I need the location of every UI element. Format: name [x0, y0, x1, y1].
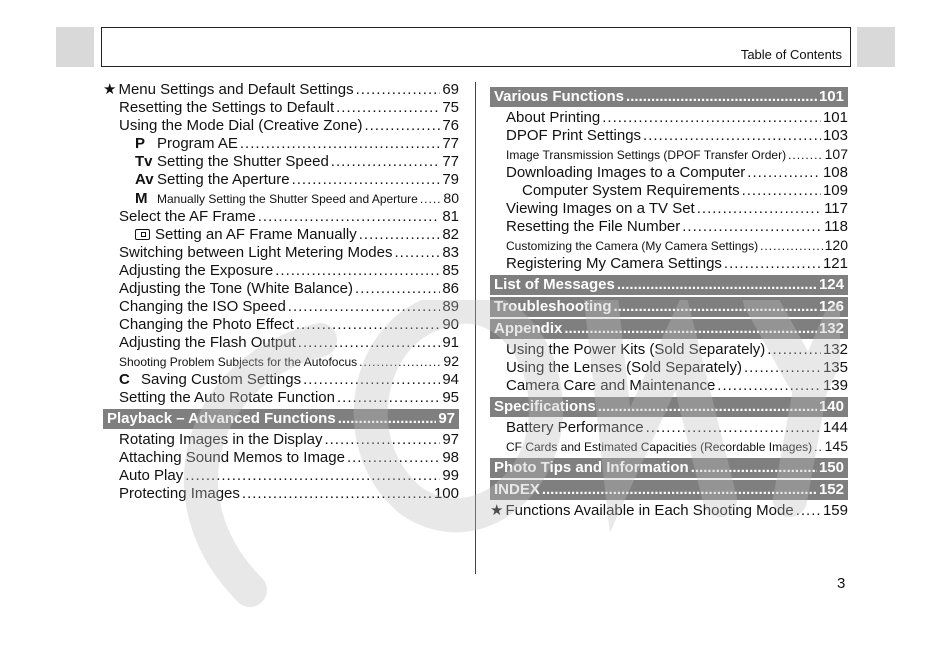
entry-title [506, 146, 786, 164]
entry-page-number: 90 [442, 316, 459, 333]
toc-section-heading[interactable] [490, 458, 848, 478]
leader-dots [767, 341, 821, 359]
entry-page-number: 120 [824, 237, 848, 253]
leader-dots [747, 164, 821, 182]
leader-dots [275, 262, 440, 280]
entry-page-number: 94 [442, 371, 459, 388]
entry-title [119, 485, 240, 503]
header-title: Table of Contents [740, 47, 842, 62]
leader-dots [742, 182, 821, 200]
leader-dots [602, 109, 821, 127]
page-header [101, 27, 851, 67]
leader-dots [643, 127, 821, 145]
entry-page-number: 99 [442, 467, 459, 484]
entry-title-text: Battery Performance [506, 419, 644, 436]
entry-title [119, 262, 273, 280]
toc-entry[interactable] [490, 377, 848, 395]
entry-page-number: 103 [822, 127, 848, 144]
toc-entry[interactable] [103, 316, 459, 334]
toc-entry[interactable] [103, 352, 459, 371]
toc-entry[interactable] [490, 437, 848, 456]
entry-title-text: Auto Play [119, 467, 184, 484]
section-title: Various Functions [494, 88, 625, 105]
toc-section-heading[interactable] [490, 297, 848, 317]
entry-title [506, 419, 644, 437]
entry-title-text: Setting the Auto Rotate Function [119, 389, 335, 406]
entry-title [119, 334, 296, 352]
toc-entry[interactable] [103, 467, 459, 485]
entry-title-text: Functions Available in Each Shooting Mode [505, 502, 794, 519]
entry-title [506, 218, 680, 236]
leader-dots [359, 226, 441, 244]
leader-dots [296, 316, 440, 334]
entry-title-text: Camera Care and Maintenance [506, 377, 716, 394]
entry-title [119, 316, 294, 334]
toc-entry[interactable] [103, 389, 459, 407]
leader-dots [814, 438, 823, 456]
leader-dots [324, 431, 440, 449]
leader-dots [292, 171, 441, 189]
entry-title [119, 467, 183, 485]
section-title: Troubleshooting [494, 298, 612, 315]
entry-title [506, 109, 600, 127]
entry-title-text: CF Cards and Estimated Capacities (Recordable Images) [506, 440, 813, 454]
entry-title [119, 208, 256, 226]
entry-title-text: Menu Settings and Default Settings [118, 81, 354, 98]
entry-page-number: 69 [442, 81, 459, 98]
entry-page-number: 135 [822, 359, 848, 376]
entry-title [119, 298, 286, 316]
entry-title-text: Protecting Images [119, 485, 240, 502]
leader-dots [298, 334, 441, 352]
leader-dots [359, 353, 441, 371]
leader-dots [420, 190, 442, 208]
entry-title [119, 449, 345, 467]
entry-page-number: 77 [442, 135, 459, 152]
leader-dots [744, 359, 821, 377]
entry-page-number: 81 [442, 208, 459, 225]
toc-entry[interactable] [103, 171, 459, 189]
section-page-number: 132 [818, 320, 844, 337]
entry-title-text: Downloading Images to a Computer [506, 164, 746, 181]
entry-title [135, 135, 238, 153]
entry-title-text: Resetting the File Number [506, 218, 681, 235]
entry-title-text: Customizing the Camera (My Camera Settings) [506, 239, 759, 253]
section-title: List of Messages [494, 276, 615, 293]
entry-title-text: Using the Lenses (Sold Separately) [506, 359, 742, 376]
entry-page-number: 79 [442, 171, 459, 188]
entry-title [506, 255, 722, 273]
entry-page-number: 82 [442, 226, 459, 243]
entry-title [119, 117, 362, 135]
toc-entry[interactable] [490, 200, 848, 218]
toc-section-heading[interactable] [490, 480, 848, 500]
entry-page-number: 85 [442, 262, 459, 279]
leader-dots [598, 397, 817, 417]
entry-title [506, 200, 695, 218]
section-title: Specifications [494, 398, 596, 415]
leader-dots [356, 81, 441, 99]
entry-page-number: 76 [442, 117, 459, 134]
entry-title-text: About Printing [506, 109, 601, 126]
toc-entry[interactable] [490, 419, 848, 437]
entry-title [103, 81, 354, 99]
star-marker: ★ [103, 81, 117, 98]
toc-entry[interactable] [103, 99, 459, 117]
section-title: INDEX [494, 481, 540, 498]
leader-dots [682, 218, 822, 236]
entry-title [119, 353, 357, 371]
toc-right-column [490, 85, 848, 520]
entry-title [119, 280, 353, 298]
mode-symbol: C [119, 371, 130, 388]
leader-dots [364, 117, 440, 135]
toc-left-column [103, 81, 459, 503]
entry-page-number: 83 [442, 244, 459, 261]
entry-title-text: Rotating Images in the Display [119, 431, 323, 448]
af-frame-icon [135, 226, 155, 244]
entry-page-number: 95 [442, 389, 459, 406]
leader-dots [395, 244, 441, 262]
section-page-number: 101 [818, 88, 844, 105]
entry-title [135, 171, 290, 189]
entry-title-text: Select the AF Frame [119, 208, 256, 225]
mode-symbol: Tv [135, 153, 153, 170]
leader-dots [717, 377, 821, 395]
entry-title-text: Shooting Problem Subjects for the Autofocus [119, 355, 358, 369]
leader-dots [240, 135, 440, 153]
entry-page-number: 80 [443, 190, 459, 206]
toc-entry[interactable] [103, 153, 459, 171]
toc-entry[interactable] [103, 117, 459, 135]
entry-title [506, 127, 641, 145]
leader-dots [338, 409, 437, 429]
entry-page-number: 139 [822, 377, 848, 394]
leader-dots [347, 449, 440, 467]
entry-page-number: 97 [442, 431, 459, 448]
leader-dots [626, 87, 817, 107]
entry-page-number: 75 [442, 99, 459, 116]
leader-dots [242, 485, 432, 503]
entry-title-text: Viewing Images on a TV Set [506, 200, 695, 217]
leader-dots [564, 319, 817, 339]
entry-title-text: Setting an AF Frame Manually [155, 226, 357, 243]
entry-page-number: 92 [443, 353, 459, 369]
page-tab-right [857, 27, 895, 67]
page-number: 3 [837, 575, 846, 592]
entry-title-text: Saving Custom Settings [141, 371, 302, 388]
page-tab-left [56, 27, 94, 67]
toc-section-heading[interactable] [490, 87, 848, 107]
leader-dots [303, 371, 440, 389]
af-frame-glyph [135, 229, 150, 240]
entry-title [522, 182, 740, 200]
toc-section-heading[interactable] [490, 319, 848, 339]
entry-page-number: 118 [824, 218, 848, 235]
leader-dots [697, 200, 822, 218]
toc-entry[interactable] [103, 431, 459, 449]
entry-title [119, 244, 393, 262]
entry-title-text: Using the Power Kits (Sold Separately) [506, 341, 766, 358]
toc-entry[interactable] [490, 341, 848, 359]
entry-title [506, 438, 812, 456]
leader-dots [337, 389, 440, 407]
toc-entry[interactable] [490, 145, 848, 164]
leader-dots [760, 237, 823, 255]
entry-page-number: 145 [824, 438, 848, 454]
entry-page-number: 159 [822, 502, 848, 519]
entry-title-text: Program AE [157, 135, 238, 152]
toc-entry[interactable] [490, 182, 848, 200]
entry-page-number: 91 [442, 334, 459, 351]
entry-title-text: Resetting the Settings to Default [119, 99, 335, 116]
leader-dots [691, 458, 817, 478]
toc-entry[interactable] [103, 226, 459, 244]
entry-title-text: Changing the Photo Effect [119, 316, 294, 333]
leader-dots [185, 467, 440, 485]
entry-page-number: 132 [822, 341, 848, 358]
entry-title-text: Registering My Camera Settings [506, 255, 722, 272]
entry-page-number: 89 [442, 298, 459, 315]
section-page-number: 126 [818, 298, 844, 315]
entry-page-number: 121 [822, 255, 848, 272]
entry-title [506, 164, 745, 182]
toc-entry[interactable] [103, 135, 459, 153]
toc-entry[interactable] [490, 164, 848, 182]
section-title: Playback – Advanced Functions [107, 410, 336, 427]
toc-entry[interactable] [490, 236, 848, 255]
entry-title [506, 359, 742, 377]
toc-section-heading[interactable] [103, 409, 459, 429]
entry-page-number: 107 [824, 146, 848, 162]
section-title: Photo Tips and Information [494, 459, 689, 476]
entry-title-text: Adjusting the Flash Output [119, 334, 296, 351]
entry-title-text: Adjusting the Tone (White Balance) [119, 280, 354, 297]
entry-title-text: Attaching Sound Memos to Image [119, 449, 345, 466]
toc-entry[interactable] [103, 280, 459, 298]
mode-symbol: P [135, 135, 146, 152]
leader-dots [355, 280, 440, 298]
entry-title-text: Using the Mode Dial (Creative Zone) [119, 117, 363, 134]
entry-title-text: Adjusting the Exposure [119, 262, 274, 279]
toc-entry[interactable] [103, 485, 459, 503]
entry-title [506, 377, 715, 395]
entry-page-number: 101 [822, 109, 848, 126]
section-page-number: 140 [818, 398, 844, 415]
toc-entry[interactable] [490, 127, 848, 145]
leader-dots [258, 208, 441, 226]
entry-page-number: 100 [433, 485, 459, 502]
entry-title [135, 153, 329, 171]
entry-title-text: Switching between Light Metering Modes [119, 244, 393, 261]
entry-page-number: 144 [822, 419, 848, 436]
star-marker: ★ [490, 502, 504, 519]
entry-title-text: Changing the ISO Speed [119, 298, 286, 315]
entry-page-number: 86 [442, 280, 459, 297]
toc-entry[interactable] [103, 334, 459, 352]
entry-page-number: 109 [822, 182, 848, 199]
toc-entry[interactable] [490, 359, 848, 377]
entry-title-text: Setting the Shutter Speed [157, 153, 329, 170]
leader-dots [336, 99, 440, 117]
entry-title-text: Manually Setting the Shutter Speed and Aperture [157, 192, 418, 206]
toc-section-heading[interactable] [490, 275, 848, 295]
entry-title-text: Setting the Aperture [157, 171, 290, 188]
entry-title [506, 237, 758, 255]
toc-entry[interactable] [103, 189, 459, 208]
toc-entry[interactable] [103, 81, 459, 99]
entry-title [119, 371, 301, 389]
toc-entry[interactable] [103, 449, 459, 467]
section-page-number: 152 [818, 481, 844, 498]
leader-dots [646, 419, 821, 437]
toc-entry[interactable] [103, 208, 459, 226]
leader-dots [288, 298, 441, 316]
toc-entry[interactable] [490, 502, 848, 520]
entry-page-number: 77 [442, 153, 459, 170]
entry-title [119, 389, 335, 407]
entry-page-number: 108 [822, 164, 848, 181]
entry-title [135, 190, 418, 208]
toc-entry[interactable] [103, 244, 459, 262]
leader-dots [796, 502, 821, 520]
entry-title-text: Image Transmission Settings (DPOF Transfer Order) [506, 148, 787, 162]
entry-title [119, 99, 334, 117]
leader-dots [724, 255, 821, 273]
entry-title [490, 502, 794, 520]
entry-title [506, 341, 765, 359]
entry-page-number: 117 [824, 200, 848, 217]
column-divider [475, 82, 476, 574]
mode-symbol: Av [135, 171, 154, 188]
toc-entry[interactable] [103, 371, 459, 389]
leader-dots [542, 480, 817, 500]
entry-title [135, 226, 357, 244]
leader-dots [331, 153, 441, 171]
toc-entry[interactable] [490, 109, 848, 127]
section-page-number: 150 [818, 459, 844, 476]
leader-dots [617, 275, 817, 295]
leader-dots [788, 146, 823, 164]
entry-title-text: DPOF Print Settings [506, 127, 642, 144]
section-page-number: 97 [438, 410, 455, 427]
entry-title-text: Computer System Requirements [522, 182, 740, 199]
entry-page-number: 98 [442, 449, 459, 466]
toc-entry[interactable] [103, 262, 459, 280]
toc-entry[interactable] [103, 298, 459, 316]
toc-entry[interactable] [490, 218, 848, 236]
mode-symbol: M [135, 190, 148, 207]
leader-dots [614, 297, 817, 317]
section-title: Appendix [494, 320, 563, 337]
toc-section-heading[interactable] [490, 397, 848, 417]
toc-entry[interactable] [490, 255, 848, 273]
entry-title [119, 431, 322, 449]
section-page-number: 124 [818, 276, 844, 293]
